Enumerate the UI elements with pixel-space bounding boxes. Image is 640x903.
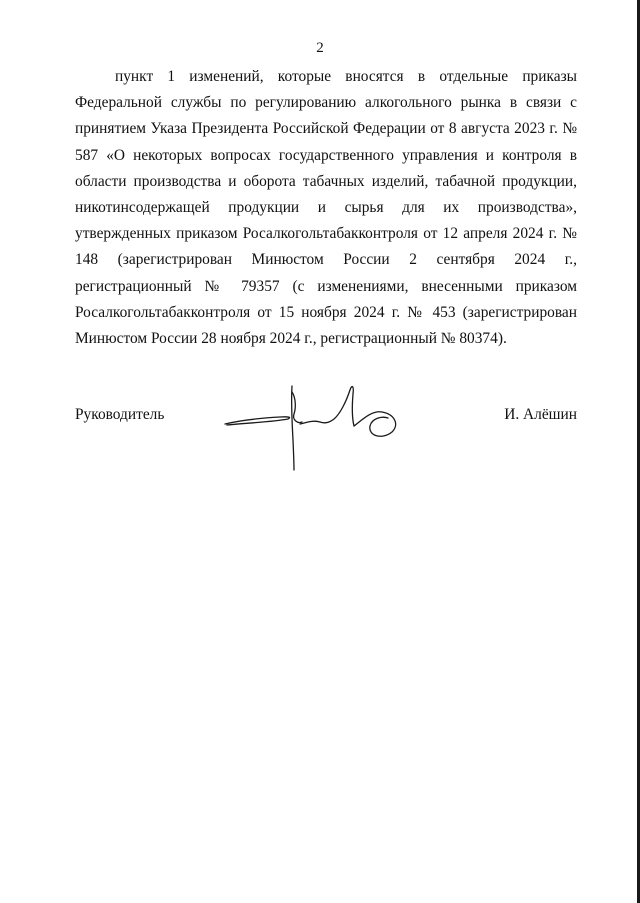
page-number: 2 [316,40,324,56]
body-paragraph: пункт 1 изменений, которые вносятся в отдельные приказы Федеральной службы по регулированию алкогольного рынка в связи с принятием Указа Президента Российской Федерации от 8 августа 2023 г. № 587 «О некоторых вопросах государственного управления и контроля в области производства и оборота табачных изделий, табачной продукции, никотинсодержащей продукции и сырья для их производства», утвержденных приказом Росалкогольтабакконтроля от 12 апреля 2024 г. № 148 (зарегистрирован Минюстом России 2 сентября 2024 г., регистрационный № 79357 (с изменениями, внесенными приказом Росалкогольтабакконтроля от 15 ноября 2024 г. № 453 (зарегистрирован Минюстом России 28 ноября 2024 г., регистрационный № 80374). [75,68,577,348]
signer-name: И. Алёшин [504,406,577,423]
handwritten-signature [222,372,412,472]
signer-title: Руководитель [75,406,165,423]
